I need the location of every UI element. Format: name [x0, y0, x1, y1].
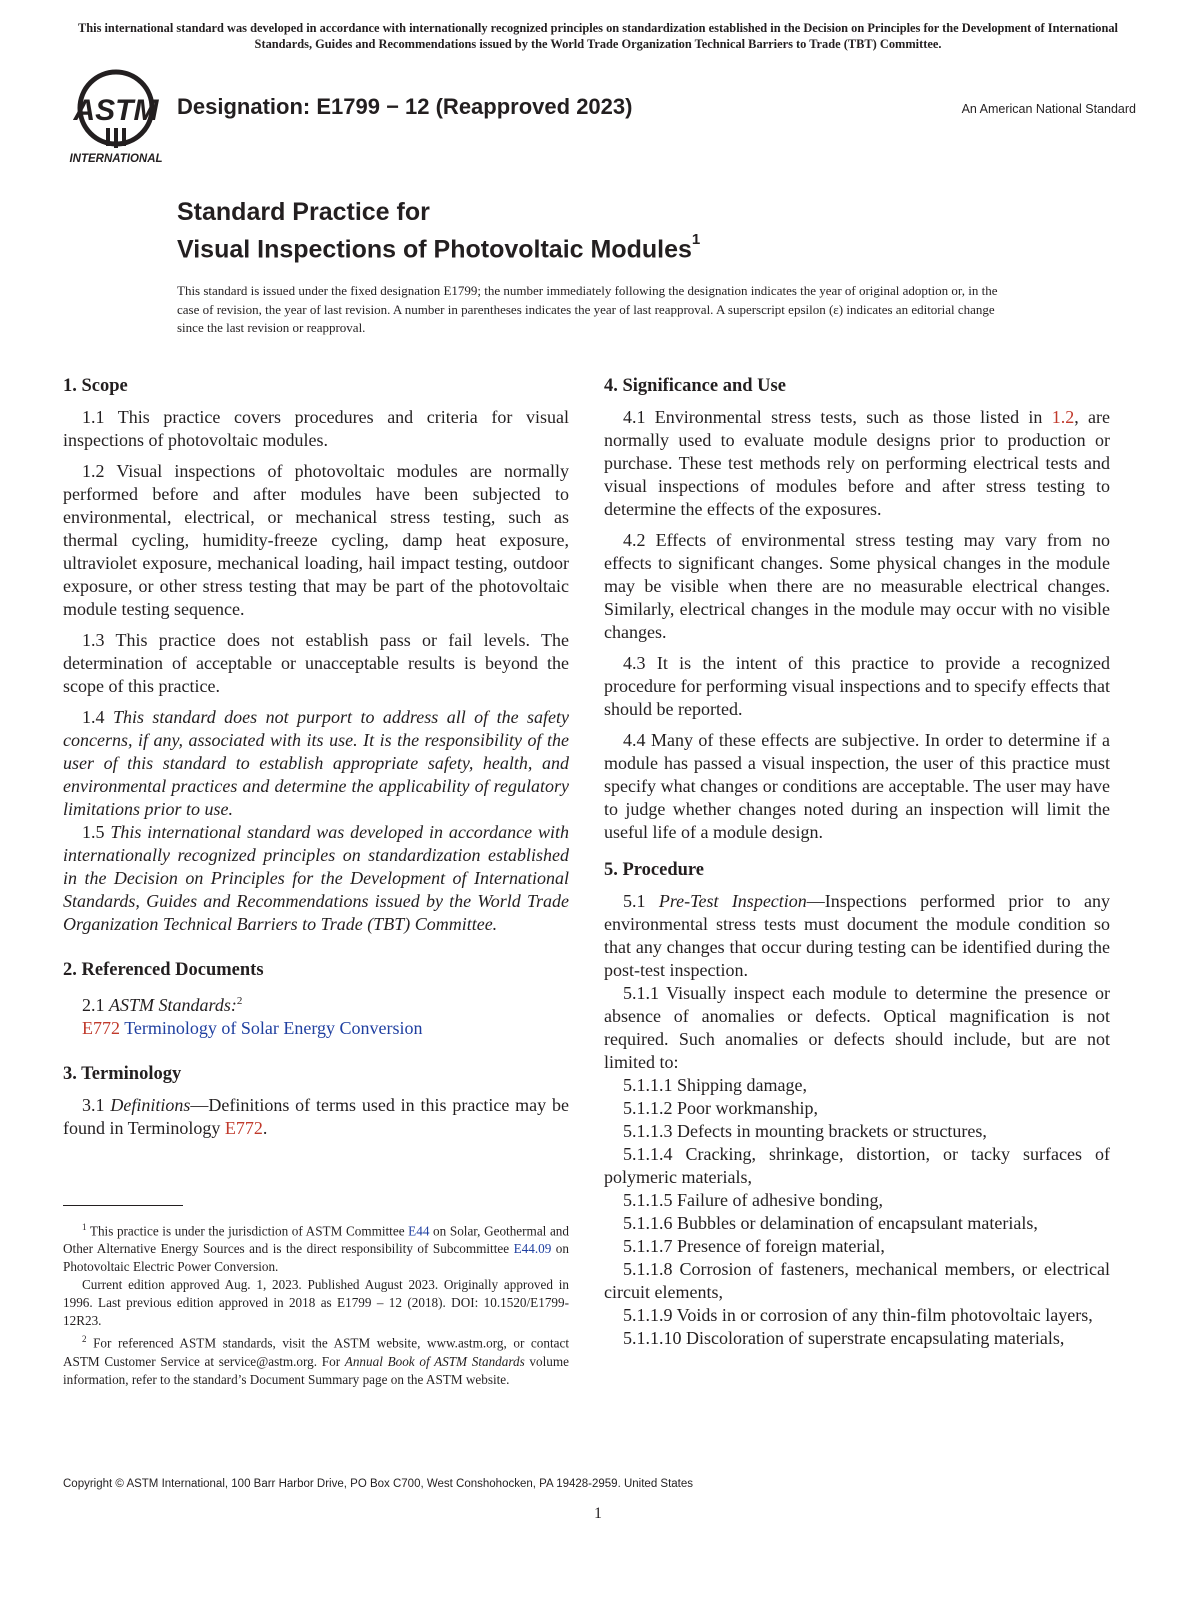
title-line-2	[177, 228, 700, 265]
svg-text:INTERNATIONAL: INTERNATIONAL	[69, 153, 163, 165]
para-number: 5.1	[623, 891, 659, 911]
list-item: 5.1.1.1 Shipping damage,	[623, 1075, 807, 1095]
title-line-1: Standard Practice for	[177, 198, 430, 226]
designation: Designation: E1799 − 12 (Reapproved 2023)	[177, 94, 633, 119]
list-item: 5.1.1.8 Corrosion of fasteners, mechanical members, or electrical circuit elements,	[604, 1259, 1110, 1302]
para-4-4: 4.4 Many of these effects are subjective. In order to determine if a module has passed a visual inspection, the user of this practice must specify what changes or conditions are acceptable. The user may have to judge whether changes noted during an inspection will limit the useful life of a module design.	[604, 730, 1110, 842]
section-heading-scope: 1. Scope	[63, 376, 128, 396]
para-1-1: 1.1 This practice covers procedures and criteria for visual inspections of photovoltaic modules.	[63, 407, 569, 450]
national-standard-label: An American National Standard	[961, 102, 1136, 116]
right-column	[604, 374, 1110, 1350]
para-text: , are normally used to evaluate module designs prior to production or purchase. These test methods rely on performing electrical tests and visual inspections of modules before and after stress testing to determine the effects of the exposures.	[604, 407, 1110, 519]
e772-link[interactable]: E772	[82, 1018, 120, 1038]
left-column	[63, 374, 569, 1148]
e772-link[interactable]: E772	[224, 1118, 263, 1138]
para-1-4	[63, 706, 569, 821]
copyright: Copyright © ASTM International, 100 Barr Harbor Drive, PO Box C700, West Conshohocken, PA 19428-2959. United States	[63, 1478, 694, 1490]
para-2-1	[63, 990, 569, 1017]
para-1-2: 1.2 Visual inspections of photovoltaic modules are normally performed before and after modules have been subjected to environmental, electrical, or mechanical stress testing, such as thermal cycling, humidity-freeze cycling, damp heat exposure, ultraviolet exposure, mechanical loading, hail impact testing, outdoor exposure, or other stress testing that may be part of the photovoltaic module testing sequence.	[63, 461, 569, 619]
para-1-5	[63, 821, 569, 936]
list-item: 5.1.1.10 Discoloration of superstrate encapsulating materials,	[623, 1328, 1065, 1348]
term: Pre-Test Inspection	[658, 891, 807, 911]
para-4-2: 4.2 Effects of environmental stress testing may vary from no effects to significant changes. Some physical changes in the module may be visible when there are no measurable electrical changes. Similarly, electrical changes in the module may occur with no visible changes.	[604, 530, 1110, 642]
para-text: —Inspections performed prior to any environmental stress tests must document the module condition so that any changes that occur during testing can be identified during the post-test inspection.	[604, 891, 1110, 980]
title-line-2-text: Visual Inspections of Photovoltaic Modules	[177, 235, 692, 264]
section-heading-referenced: 2. Referenced Documents	[63, 960, 264, 980]
para-text: 4.1 Environmental stress tests, such as those listed in	[623, 407, 1052, 427]
list-item: 5.1.1.2 Poor workmanship,	[623, 1098, 818, 1118]
list-item: 5.1.1.6 Bubbles or delamination of encapsulant materials,	[623, 1213, 1038, 1233]
issued-note: This standard is issued under the fixed designation E1799; the number immediately following the designation indicates the year of original adoption or, in the case of revision, the year of last revision. A number in parentheses indicates the year of last reapproval. A superscript epsilon (ε) indicates an editorial change since the last revision or reapproval.	[177, 283, 998, 335]
footnote-text: Annual Book of ASTM Standards	[344, 1353, 525, 1369]
footnote-text: on Photovoltaic Electric Power Conversion.	[63, 1241, 569, 1275]
footnote-edition: Current edition approved Aug. 1, 2023. Published August 2023. Originally approved in 1996. Last previous edition approved in 2018 as E1799 – 12 (2018). DOI: 10.1520/E1799-12R23.	[63, 1277, 569, 1329]
footnote-text: on Solar, Geothermal and Other Alternative Energy Sources and is the direct responsibility of Subcommittee	[63, 1223, 569, 1257]
list-item: 5.1.1.5 Failure of adhesive bonding,	[623, 1190, 883, 1210]
para-number: 1.4	[82, 707, 113, 727]
document-title	[177, 196, 700, 265]
para-4-3: 4.3 It is the intent of this practice to provide a recognized procedure for performing visual inspections and to specify effects that should be reported.	[604, 653, 1110, 719]
procedure-items	[604, 1074, 1110, 1350]
footnote-marker: 1	[82, 1222, 87, 1232]
list-item: 5.1.1.7 Presence of foreign material,	[623, 1236, 885, 1256]
para-text: This international standard was developed in accordance with internationally recognized principles on standardization established in the Decision on Principles for the Development of International Standards, Guides and Recommendations issued by the World Trade Organization Technical Barriers to Trade (TBT) Committee.	[63, 822, 569, 934]
section-heading-terminology: 3. Terminology	[63, 1064, 182, 1084]
para-3-1	[63, 1094, 569, 1140]
para-1-3: 1.3 This practice does not establish pass or fail levels. The determination of acceptable or unacceptable results is beyond the scope of this practice.	[63, 630, 569, 696]
term: Definitions	[110, 1095, 191, 1115]
para-text: This standard does not purport to address all of the safety concerns, if any, associated with its use. It is the responsibility of the user of this standard to establish appropriate safety, health, and environmental practices and determine the applicability of regulatory limitations prior to use.	[63, 707, 569, 819]
para-text: ASTM Standards:	[109, 995, 237, 1015]
para-number: 2.1	[82, 995, 109, 1015]
section-heading-significance: 4. Significance and Use	[604, 376, 786, 396]
top-notice: This international standard was developed in accordance with internationally recognized principles on standardization established in the Decision on Principles for the Development of International Standards, Guides and Recommendations issued by the World Trade Organization Technical Barriers to Trade (TBT) Committee.	[77, 21, 1119, 51]
footnote-2	[63, 1330, 569, 1388]
astm-logo	[64, 68, 168, 166]
para-5-1	[604, 890, 1110, 982]
para-number: 1.5	[82, 822, 111, 842]
footnote-text: This practice is under the jurisdiction of ASTM Committee	[86, 1223, 409, 1239]
footnote-ref[interactable]: 2	[236, 995, 243, 1007]
section-heading-procedure: 5. Procedure	[604, 860, 705, 880]
list-item: 5.1.1.3 Defects in mounting brackets or structures,	[623, 1121, 987, 1141]
e44-09-link[interactable]: E44.09	[513, 1241, 552, 1257]
section-1-2-link[interactable]: 1.2	[1051, 407, 1075, 427]
e772-title-link[interactable]: Terminology of Solar Energy Conversion	[124, 1018, 423, 1038]
para-end: .	[262, 1118, 268, 1138]
reference-e772	[63, 1017, 569, 1040]
e44-link[interactable]: E44	[408, 1223, 430, 1239]
para-number: 3.1	[82, 1095, 111, 1115]
footnote-text: volume information, refer to the standard’s Document Summary page on the ASTM website.	[63, 1353, 569, 1387]
list-item: 5.1.1.9 Voids in or corrosion of any thin-film photovoltaic layers,	[623, 1305, 1093, 1325]
para-text: —Definitions of terms used in this practice may be found in Terminology	[63, 1095, 569, 1138]
list-item: 5.1.1.4 Cracking, shrinkage, distortion, or tacky surfaces of polymeric materials,	[604, 1144, 1110, 1187]
page-number: 1	[594, 1505, 602, 1522]
footnote-1	[63, 1218, 569, 1276]
svg-text:ASTM: ASTM	[73, 94, 159, 127]
footnotes	[63, 1218, 569, 1389]
title-footnote-ref[interactable]: 1	[691, 231, 701, 248]
footnote-marker: 2	[82, 1334, 87, 1345]
para-4-1	[604, 406, 1110, 521]
footnote-rule	[63, 1205, 183, 1206]
footnote-text: For referenced ASTM standards, visit the ASTM website, www.astm.org, or contact ASTM Customer Service at service@astm.org. For	[63, 1335, 569, 1369]
para-5-1-1: 5.1.1 Visually inspect each module to determine the presence or absence of anomalies or defects. Optical magnification is not required. Such anomalies or defects should include, but are not limited to:	[604, 983, 1110, 1072]
